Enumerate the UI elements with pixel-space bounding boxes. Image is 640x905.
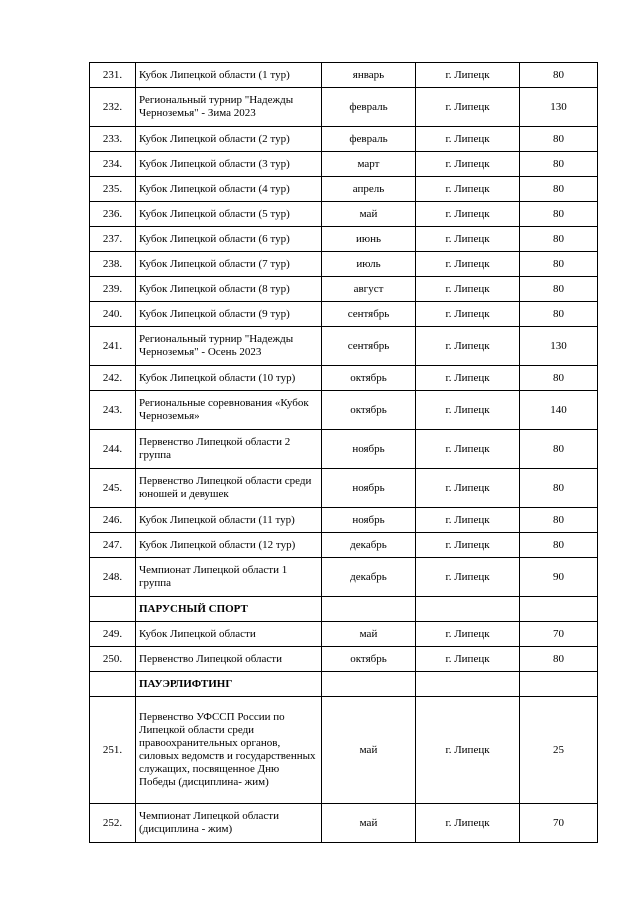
section-empty-cell	[416, 597, 520, 622]
event-place: г. Липецк	[416, 391, 520, 430]
event-month: октябрь	[322, 366, 416, 391]
event-place: г. Липецк	[416, 252, 520, 277]
event-participants: 80	[520, 302, 598, 327]
event-name: Первенство Липецкой области среди юношей и девушек	[136, 469, 322, 508]
event-name: Чемпионат Липецкой области 1 группа	[136, 558, 322, 597]
section-empty-cell	[322, 597, 416, 622]
event-place: г. Липецк	[416, 227, 520, 252]
event-participants: 80	[520, 202, 598, 227]
event-month: февраль	[322, 127, 416, 152]
event-month: октябрь	[322, 647, 416, 672]
event-place: г. Липецк	[416, 63, 520, 88]
table-row	[90, 622, 598, 647]
event-place: г. Липецк	[416, 533, 520, 558]
table-row	[90, 469, 598, 508]
table-row	[90, 177, 598, 202]
table-row	[90, 227, 598, 252]
event-month: ноябрь	[322, 469, 416, 508]
event-participants: 70	[520, 622, 598, 647]
table-row	[90, 152, 598, 177]
event-name: Кубок Липецкой области (10 тур)	[136, 366, 322, 391]
event-number: 247.	[90, 533, 136, 558]
event-participants: 80	[520, 508, 598, 533]
table-row	[90, 252, 598, 277]
table-row	[90, 533, 598, 558]
table-row	[90, 391, 598, 430]
event-name: Первенство УФССП России по Липецкой области среди правоохранительных органов, силовых ведомств и государственных служащих, посвященное Дню Победы (дисциплина- жим)	[136, 697, 322, 804]
event-place: г. Липецк	[416, 88, 520, 127]
event-place: г. Липецк	[416, 647, 520, 672]
table-row	[90, 647, 598, 672]
event-month: сентябрь	[322, 327, 416, 366]
event-number: 238.	[90, 252, 136, 277]
event-participants: 80	[520, 127, 598, 152]
event-place: г. Липецк	[416, 177, 520, 202]
event-number: 232.	[90, 88, 136, 127]
table-row	[90, 63, 598, 88]
event-number: 252.	[90, 804, 136, 843]
event-number: 240.	[90, 302, 136, 327]
event-number: 246.	[90, 508, 136, 533]
event-name: Региональный турнир "Надежды Черноземья" - Осень 2023	[136, 327, 322, 366]
event-month: август	[322, 277, 416, 302]
event-place: г. Липецк	[416, 469, 520, 508]
event-place: г. Липецк	[416, 430, 520, 469]
table-row	[90, 804, 598, 843]
event-month: ноябрь	[322, 508, 416, 533]
event-name: Кубок Липецкой области	[136, 622, 322, 647]
event-participants: 80	[520, 252, 598, 277]
event-name: Кубок Липецкой области (12 тур)	[136, 533, 322, 558]
event-name: Кубок Липецкой области (5 тур)	[136, 202, 322, 227]
event-number: 237.	[90, 227, 136, 252]
event-number: 251.	[90, 697, 136, 804]
section-empty-cell	[520, 672, 598, 697]
events-table	[89, 62, 598, 843]
event-number: 231.	[90, 63, 136, 88]
section-empty-cell	[416, 672, 520, 697]
table-row	[90, 430, 598, 469]
event-participants: 25	[520, 697, 598, 804]
table-row	[90, 88, 598, 127]
event-place: г. Липецк	[416, 508, 520, 533]
table-row	[90, 697, 598, 804]
event-number: 248.	[90, 558, 136, 597]
events-table-body	[90, 63, 598, 843]
event-number: 243.	[90, 391, 136, 430]
table-row	[90, 202, 598, 227]
event-participants: 80	[520, 647, 598, 672]
section-title: ПАРУСНЫЙ СПОРТ	[136, 597, 322, 622]
event-place: г. Липецк	[416, 697, 520, 804]
event-number: 233.	[90, 127, 136, 152]
event-number: 234.	[90, 152, 136, 177]
event-name: Кубок Липецкой области (1 тур)	[136, 63, 322, 88]
event-name: Кубок Липецкой области (8 тур)	[136, 277, 322, 302]
event-participants: 80	[520, 152, 598, 177]
event-participants: 80	[520, 227, 598, 252]
event-month: сентябрь	[322, 302, 416, 327]
event-place: г. Липецк	[416, 127, 520, 152]
event-month: декабрь	[322, 558, 416, 597]
event-name: Кубок Липецкой области (9 тур)	[136, 302, 322, 327]
event-name: Кубок Липецкой области (2 тур)	[136, 127, 322, 152]
event-participants: 80	[520, 533, 598, 558]
event-place: г. Липецк	[416, 804, 520, 843]
event-name: Кубок Липецкой области (11 тур)	[136, 508, 322, 533]
section-empty-cell	[322, 672, 416, 697]
section-title: ПАУЭРЛИФТИНГ	[136, 672, 322, 697]
event-participants: 80	[520, 63, 598, 88]
event-participants: 80	[520, 277, 598, 302]
event-name: Первенство Липецкой области 2 группа	[136, 430, 322, 469]
event-number: 245.	[90, 469, 136, 508]
section-number-cell	[90, 597, 136, 622]
event-month: май	[322, 697, 416, 804]
event-participants: 80	[520, 469, 598, 508]
event-month: апрель	[322, 177, 416, 202]
event-name: Кубок Липецкой области (3 тур)	[136, 152, 322, 177]
event-name: Кубок Липецкой области (7 тур)	[136, 252, 322, 277]
event-participants: 70	[520, 804, 598, 843]
event-place: г. Липецк	[416, 622, 520, 647]
event-name: Региональный турнир "Надежды Черноземья" - Зима 2023	[136, 88, 322, 127]
event-month: июнь	[322, 227, 416, 252]
event-name: Региональные соревнования «Кубок Черноземья»	[136, 391, 322, 430]
event-participants: 90	[520, 558, 598, 597]
event-participants: 80	[520, 366, 598, 391]
table-row	[90, 366, 598, 391]
table-row	[90, 508, 598, 533]
event-month: февраль	[322, 88, 416, 127]
event-month: декабрь	[322, 533, 416, 558]
section-row	[90, 672, 598, 697]
event-name: Первенство Липецкой области	[136, 647, 322, 672]
event-number: 244.	[90, 430, 136, 469]
event-month: март	[322, 152, 416, 177]
event-participants: 130	[520, 88, 598, 127]
event-month: май	[322, 202, 416, 227]
event-place: г. Липецк	[416, 327, 520, 366]
event-number: 242.	[90, 366, 136, 391]
event-place: г. Липецк	[416, 558, 520, 597]
event-place: г. Липецк	[416, 202, 520, 227]
table-row	[90, 127, 598, 152]
table-row	[90, 277, 598, 302]
event-participants: 80	[520, 430, 598, 469]
event-place: г. Липецк	[416, 366, 520, 391]
event-month: ноябрь	[322, 430, 416, 469]
event-name: Чемпионат Липецкой области (дисциплина - жим)	[136, 804, 322, 843]
event-month: январь	[322, 63, 416, 88]
event-number: 250.	[90, 647, 136, 672]
event-month: октябрь	[322, 391, 416, 430]
table-row	[90, 558, 598, 597]
event-number: 241.	[90, 327, 136, 366]
event-participants: 140	[520, 391, 598, 430]
event-place: г. Липецк	[416, 302, 520, 327]
table-row	[90, 327, 598, 366]
event-name: Кубок Липецкой области (4 тур)	[136, 177, 322, 202]
table-row	[90, 302, 598, 327]
section-row	[90, 597, 598, 622]
event-participants: 80	[520, 177, 598, 202]
event-month: май	[322, 804, 416, 843]
section-empty-cell	[520, 597, 598, 622]
event-month: май	[322, 622, 416, 647]
event-place: г. Липецк	[416, 152, 520, 177]
event-number: 236.	[90, 202, 136, 227]
event-participants: 130	[520, 327, 598, 366]
event-number: 235.	[90, 177, 136, 202]
section-number-cell	[90, 672, 136, 697]
event-name: Кубок Липецкой области (6 тур)	[136, 227, 322, 252]
event-month: июль	[322, 252, 416, 277]
event-number: 239.	[90, 277, 136, 302]
event-number: 249.	[90, 622, 136, 647]
event-place: г. Липецк	[416, 277, 520, 302]
